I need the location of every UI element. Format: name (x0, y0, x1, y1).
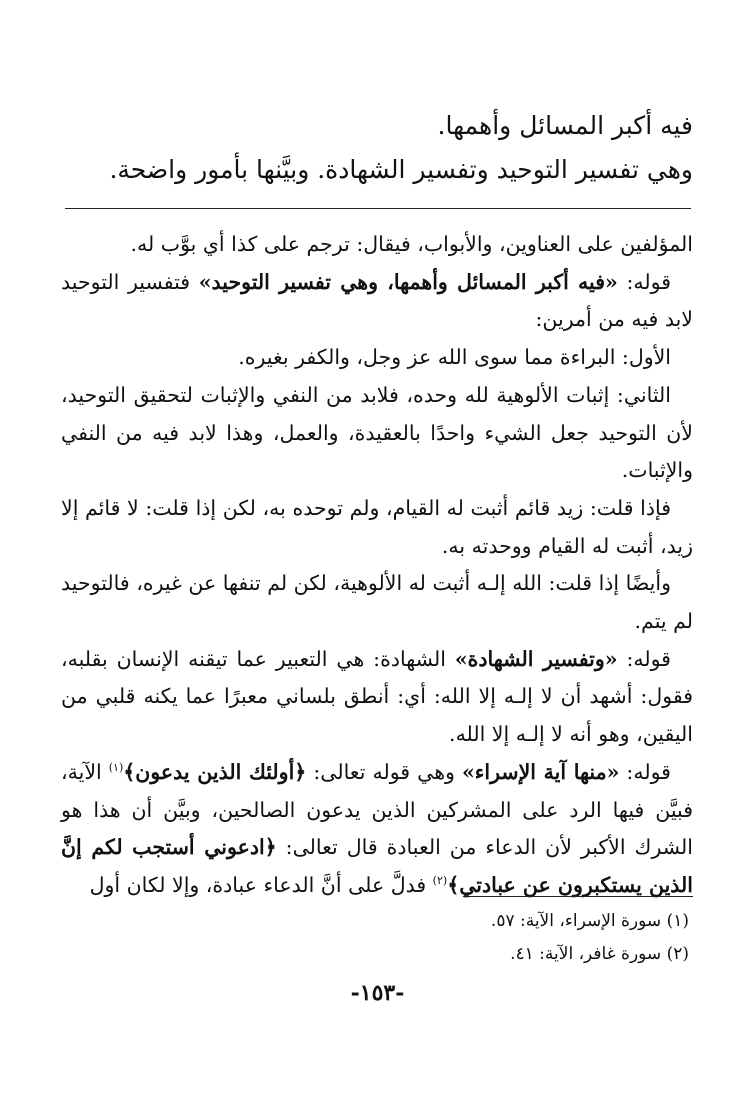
footnotes (89, 905, 689, 971)
quoted-matn: «منها آية الإسراء» (461, 759, 620, 784)
sharh-paragraph-6: وأيضًا إذا قلت: الله إلـه أثبت له الألوهية، لكن لم تنفها عن غيره، فالتوحيد لم يتم. (61, 571, 693, 634)
sharh-paragraph-8 (61, 754, 693, 905)
sharh-paragraph-7 (61, 641, 693, 754)
sharh-paragraph-4: الثاني: إثبات الألوهية لله وحده، فلابد من النفي والإثبات لتحقيق التوحيد، لأن التوحيد جعل الشيء واحدًا بالعقيدة، والعمل، وهذا لابد فيه من النفي والإثبات. (61, 382, 693, 483)
footnote-1: (١) سورة الإسراء، الآية: ٥٧. (490, 911, 689, 931)
footnote-marker-2[interactable]: (٢) (432, 874, 448, 888)
quoted-matn: «وتفسير الشهادة» (454, 646, 618, 671)
matn-line-2: وهي تفسير التوحيد وتفسير الشهادة. وبيَّنها بأمور واضحة. (109, 155, 693, 184)
sharh-paragraph-5: فإذا قلت: زيد قائم أثبت له القيام، ولم توحده به، لكن إذا قلت: لا قائم إلا زيد، أثبت له القيام ووحدته به. (61, 495, 693, 558)
sharh-paragraph-3: الأول: البراءة مما سوى الله عز وجل، والكفر بغيره. (238, 345, 671, 370)
sharh-text (61, 226, 693, 905)
qawluhu-label: قوله: (617, 646, 671, 671)
page-number: -١٥٣- (350, 980, 405, 1006)
quran-verse: ﴿أولئك الذين يدعون﴾ (123, 759, 307, 784)
matn-line-1: فيه أكبر المسائل وأهمها. (437, 111, 693, 140)
quoted-matn: «فيه أكبر المسائل وأهمها، وهي تفسير التوحيد» (198, 269, 618, 294)
quran-verse: ﴿ادعوني أستجب لكم إنَّ الذين يستكبرون عن عبادتي﴾ (61, 835, 693, 897)
matn-text (93, 104, 693, 192)
sharh-paragraph-1: المؤلفين على العناوين، والأبواب، فيقال: ترجم على كذا أي بوَّب له. (130, 232, 693, 256)
qawluhu-label: قوله: (617, 269, 671, 294)
qawluhu-label: قوله: (619, 759, 671, 784)
footnote-separator-line (463, 896, 693, 897)
sharh-paragraph-2 (61, 264, 693, 339)
sharh-text-run: الشهادة: هي التعبير عما تيقنه الإنسان بقلبه، فقول: أشهد أن لا إلـه إلا الله: أي: أنطق بلساني معبرًا عما يكنه قلبي من اليقين، وهو أنه لا إلـه إلا الله. (61, 646, 693, 747)
sharh-text-run: فدلَّ على أنَّ الدعاء عبادة، وإلا لكان أول (89, 872, 433, 897)
footnote-marker-1[interactable]: (١) (108, 761, 124, 775)
matn-separator-line (65, 208, 691, 209)
sharh-text-run: وهي قوله تعالى: (306, 759, 462, 784)
sharh-text-run: فتفسير التوحيد لابد فيه من أمرين: (61, 269, 693, 332)
footnote-2: (٢) سورة غافر، الآية: ٤١. (510, 944, 689, 964)
sharh-text-run: الآية، فبيَّن فيها الرد على المشركين الذين يدعون الصالحين، وبيَّن أن هذا هو الشرك الأكبر لأن الدعاء من العبادة قال تعالى: (61, 759, 693, 860)
